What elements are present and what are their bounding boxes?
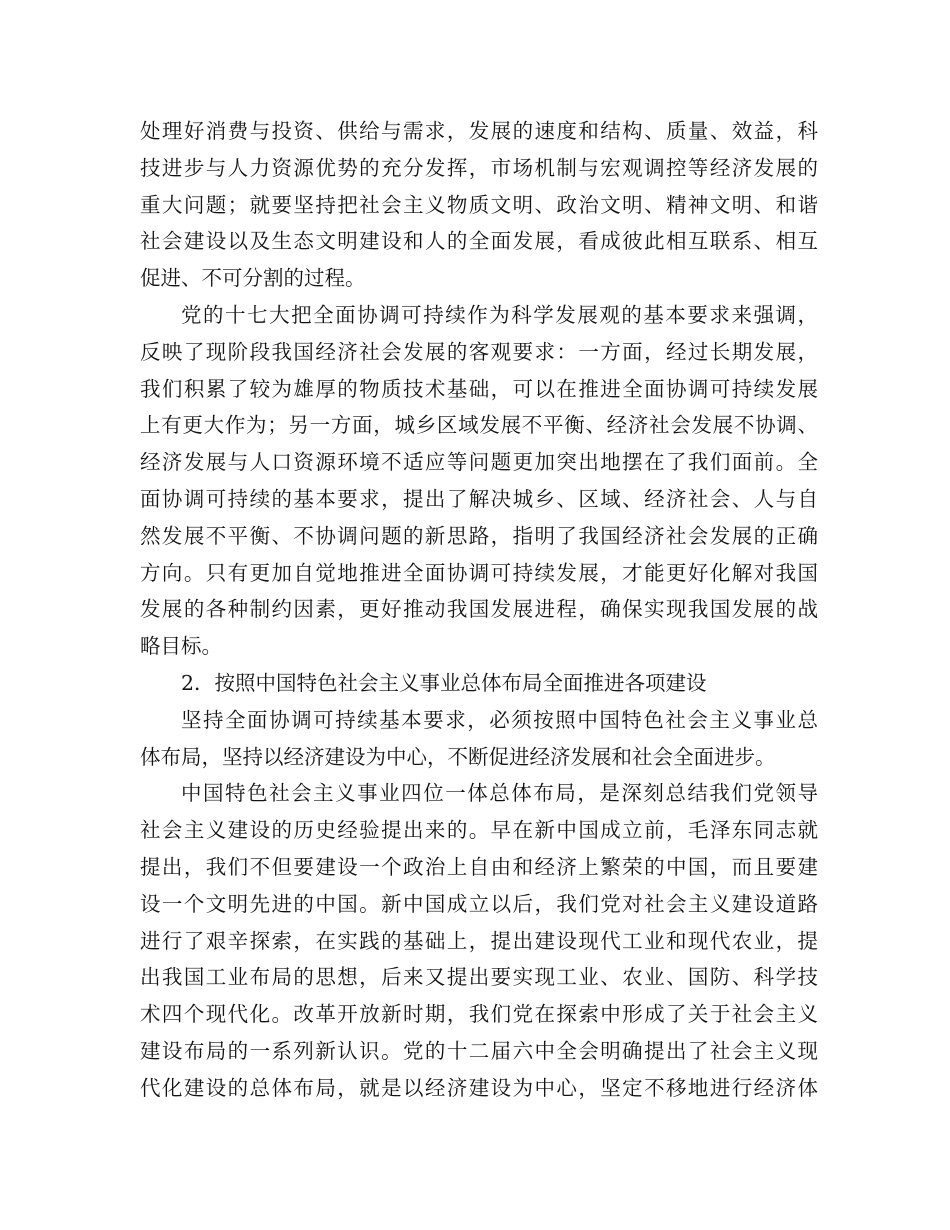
text-line: 社会主义建设的历史经验提出来的。早在新中国成立前，毛泽东同志就 [140, 818, 818, 843]
section-heading: 2．按照中国特色社会主义事业总体布局全面推进各项建设 [181, 670, 707, 695]
document-text-body [140, 113, 818, 1107]
text-line: 略目标。 [140, 634, 222, 659]
text-line: 技进步与人力资源优势的充分发挥，市场机制与宏观调控等经济发展的 [140, 155, 818, 180]
text-line: 反映了现阶段我国经济社会发展的客观要求：一方面，经过长期发展， [140, 339, 818, 364]
text-line: 进行了艰辛探索，在实践的基础上，提出建设现代工业和现代农业，提 [140, 928, 818, 953]
text-line: 上有更大作为；另一方面，城乡区域发展不平衡、经济社会发展不协调、 [140, 413, 818, 438]
text-line: 出我国工业布局的思想，后来又提出要实现工业、农业、国防、科学技 [140, 965, 818, 990]
text-line: 提出，我们不但要建设一个政治上自由和经济上繁荣的中国，而且要建 [140, 854, 818, 879]
text-line: 代化建设的总体布局，就是以经济建设为中心，坚定不移地进行经济体 [140, 1075, 818, 1100]
paragraph-first-line: 党的十七大把全面协调可持续作为科学发展观的基本要求来强调， [181, 302, 818, 327]
text-line: 经济发展与人口资源环境不适应等问题更加突出地摆在了我们面前。全 [140, 450, 818, 475]
text-line: 建设布局的一系列新认识。党的十二届六中全会明确提出了社会主义现 [140, 1038, 818, 1063]
text-line: 社会建设以及生态文明建设和人的全面发展，看成彼此相互联系、相互 [140, 229, 818, 254]
text-line: 重大问题；就要坚持把社会主义物质文明、政治文明、精神文明、和谐 [140, 192, 818, 217]
text-line: 术四个现代化。改革开放新时期，我们党在探索中形成了关于社会主义 [140, 1002, 818, 1027]
text-line: 然发展不平衡、不协调问题的新思路，指明了我国经济社会发展的正确 [140, 523, 818, 548]
text-line: 促进、不可分割的过程。 [140, 266, 366, 291]
text-line: 方向。只有更加自觉地推进全面协调可持续发展，才能更好化解对我国 [140, 560, 818, 585]
text-line: 面协调可持续的基本要求，提出了解决城乡、区域、经济社会、人与自 [140, 486, 818, 511]
text-line: 处理好消费与投资、供给与需求，发展的速度和结构、质量、效益，科 [140, 119, 818, 143]
text-line: 设一个文明先进的中国。新中国成立以后，我们党对社会主义建设道路 [140, 891, 818, 916]
text-line: 发展的各种制约因素，更好推动我国发展进程，确保实现我国发展的战 [140, 597, 818, 622]
text-line: 体布局，坚持以经济建设为中心，不断促进经济发展和社会全面进步。 [140, 744, 776, 769]
paragraph-first-line: 中国特色社会主义事业四位一体总体布局，是深刻总结我们党领导 [181, 781, 818, 806]
text-line: 我们积累了较为雄厚的物质技术基础，可以在推进全面协调可持续发展 [140, 376, 818, 401]
paragraph-first-line: 坚持全面协调可持续基本要求，必须按照中国特色社会主义事业总 [181, 707, 818, 732]
